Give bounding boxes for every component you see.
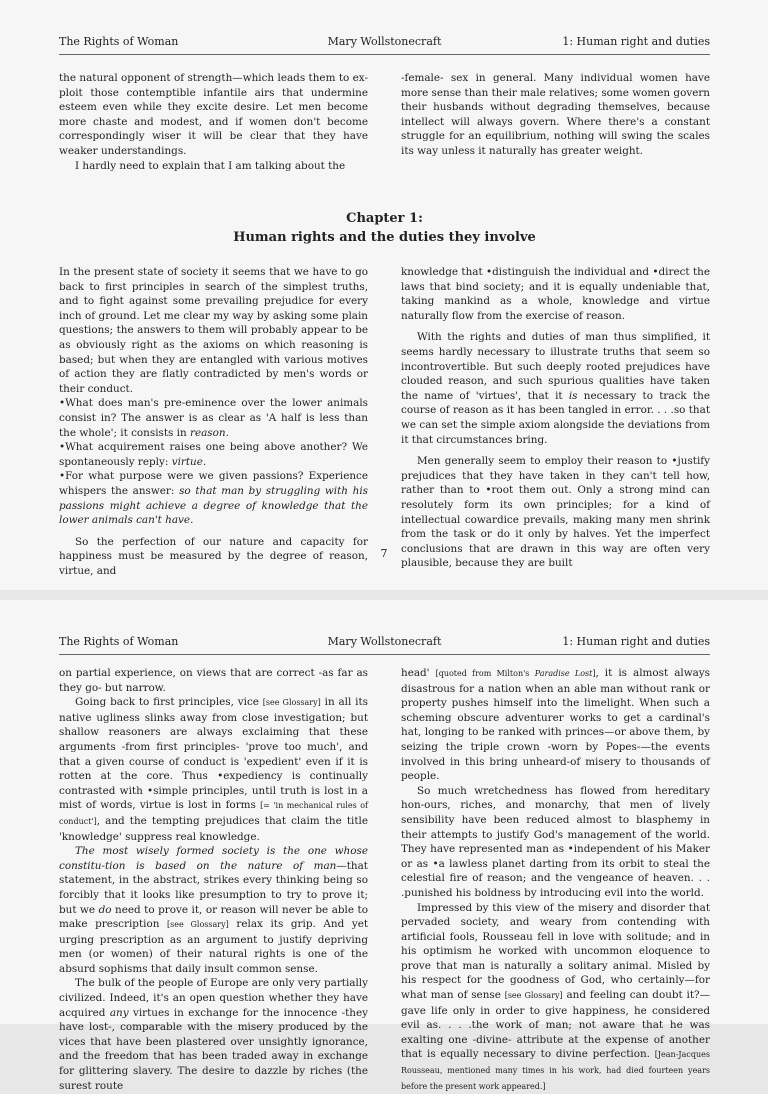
header-rule bbox=[59, 54, 710, 55]
top-right-column bbox=[401, 71, 710, 159]
right-column bbox=[401, 265, 710, 535]
editor-note: [Jean-Jacques Rousseau, mentioned many times in his work, had died fourteen years before the present work appeared.] bbox=[401, 1050, 710, 1090]
editor-note: [= 'in mechanical rules of conduct'] bbox=[59, 801, 368, 826]
paragraph: I hardly need to explain that I am talking about the bbox=[59, 159, 368, 174]
running-header bbox=[59, 34, 710, 50]
glossary-reference: [see Glossary] bbox=[505, 991, 563, 1000]
paragraph: So the perfection of our nature and capacity for happiness must be measured by the degree of reason, virtue, and bbox=[59, 535, 368, 579]
paragraph: head' [quoted from Milton's Paradise Lost], it is almost always disastrous for a nation when an able man without rank or property pushes himself into the limelight. When such a scheming obscure adventurer works to get a cardinal's hat, longing to be ranked with princes—or above them, by seizing the triple crown -worn by Popes-—the events involved in this bring unheard-of misery to thousands of people. bbox=[401, 666, 710, 784]
top-left-column bbox=[59, 71, 368, 159]
paragraph: With the rights and duties of man thus simplified, it seems hardly necessary to illustrate truths that seem so incontrovertible. But such deeply rooted prejudices have clouded reason, and such spurious qualities have taken the name of 'virtues', that it is necessary to track the course of reason as it has been tangled in error. . . .so that we can set the simple axiom alongside the deviations from it that circumstances bring. bbox=[401, 330, 710, 447]
paragraph: the natural opponent of strength—which leads them to ex-ploit those contemptible infantile airs that undermine esteem even while they excite desire. Let men become more chaste and modest, and if women don't become correspondingly wiser it will be clear that they have weaker understandings. bbox=[59, 71, 368, 159]
paragraph: The most wisely formed society is the one whose constitu-tion is based on the nature of man—that statement, in the abstract, strikes every thinking being so forcibly that it looks like presumption to try to prove it; but we do need to prove it, or reason will never be able to make prescription [see Glossary] relax its grip. And yet urging prescription as an argument to justify depriving men (or women) of their natural rights is one of the absurd sophisms that daily insult common sense. bbox=[59, 844, 368, 976]
running-header bbox=[59, 634, 710, 650]
header-rule bbox=[59, 654, 710, 655]
glossary-reference: [see Glossary] bbox=[263, 698, 321, 707]
paragraph: Going back to first principles, vice [see Glossary] in all its native ugliness slinks away from close investigation; but shallow reasoners are always exclaiming that these arguments -from first principles- 'prove too much', and that a given course of conduct is 'expedient' even if it is rotten at the core. Thus •expediency is continually contrasted with •simple principles, until truth is lost in a mist of words, virtue is lost in forms [= 'in mechanical rules of conduct'], and the tempting prejudices that claim the title 'knowledge' suppress real knowledge. bbox=[59, 695, 368, 844]
header-chapter: 1: Human right and duties bbox=[562, 634, 710, 650]
chapter-number: Chapter 1: bbox=[59, 209, 710, 228]
editor-note: [quoted from Milton's Paradise Lost] bbox=[436, 669, 596, 678]
page-number: 7 bbox=[0, 546, 768, 562]
header-author: Mary Wollstonecraft bbox=[59, 634, 710, 650]
left-column bbox=[59, 265, 368, 535]
right-column bbox=[401, 666, 710, 1024]
header-author: Mary Wollstonecraft bbox=[59, 34, 710, 50]
paragraph: The bulk of the people of Europe are only very partially civilized. Indeed, it's an open question whether they have acquired any virtues in exchange for the innocence -they have lost-, comparable with the misery produced by the vices that have been plastered over unsightly ignorance, and the freedom that has been traded away in exchange for glittering slavery. The desire to dazzle by riches (the surest route bbox=[59, 976, 368, 1093]
left-column bbox=[59, 666, 368, 1024]
glossary-reference: [see Glossary] bbox=[167, 920, 229, 929]
header-chapter: 1: Human right and duties bbox=[562, 34, 710, 50]
paragraph: -female- sex in general. Many individual women have more sense than their male relatives; some women govern their husbands without degrading themselves, because intellect will always govern. Where there's a constant struggle for an equilibrium, nothing will swing the scales its way unless it naturally has greater weight. bbox=[401, 71, 710, 159]
question-paragraph: •What does man's pre-eminence over the lower animals consist in? The answer is as clear as 'A half is less than the whole'; it consists in reason. bbox=[59, 396, 368, 440]
page-8 bbox=[0, 600, 768, 1024]
paragraph: knowledge that •distinguish the individual and •direct the laws that bind society; and it is equally undeniable that, taking mankind as a whole, knowledge and virtue naturally flow from the exercise of reason. bbox=[401, 265, 710, 323]
header-book-title: The Rights of Woman bbox=[59, 34, 178, 50]
header-book-title: The Rights of Woman bbox=[59, 634, 178, 650]
question-paragraph: •What acquirement raises one being above another? We spontaneously reply: virtue. bbox=[59, 440, 368, 469]
paragraph: on partial experience, on views that are correct -as far as they go- but narrow. bbox=[59, 666, 368, 695]
question-paragraph: •For what purpose were we given passions? Experience whispers the answer: so that man by struggling with his passions might achieve a degree of knowledge that the lower animals can't have. bbox=[59, 469, 368, 527]
paragraph: Impressed by this view of the misery and disorder that pervaded society, and weary from contending with artificial fools, Rousseau fell in love with solitude; and in his optimism he worked with uncommon eloquence to prove that man is naturally a solitary animal. Misled by his respect for the goodness of God, who certainly—for what man of sense [see Glossary] and feeling can doubt it?—gave life only in order to give happiness, he considered evil as. . . .the work of man; not aware that he was exalting one -divine- attribute at the expense of another that is equally necessary to divine perfection. [Jean-Jacques Rousseau, mentioned many times in his work, had died fourteen years before the present work appeared.] bbox=[401, 901, 710, 1094]
chapter-title: Human rights and the duties they involve bbox=[59, 228, 710, 247]
paragraph: So much wretchedness has flowed from hereditary hon-ours, riches, and monarchy, that men of lively sensibility have been reduced almost to blasphemy in their attempts to justify God's management of the world. They have represented man as •independent of his Maker or as •a lawless planet darting from its orbit to steal the celestial fire of reason; and the vengeance of heaven. . . .punished his boldness by introducing evil into the world. bbox=[401, 784, 710, 901]
paragraph: In the present state of society it seems that we have to go back to first principles in search of the simplest truths, and to fight against some prevailing prejudice for every inch of ground. Let me clear my way by asking some plain questions; the answers to them will probably appear to be as obviously right as the axioms on which reasoning is based; but when they are entangled with various motives of action they are flatly contradicted by men's words or their conduct. bbox=[59, 265, 368, 396]
paragraph: Men generally seem to employ their reason to •justify prejudices that they have taken in they can't tell how, rather than to •root them out. Only a strong mind can resolutely form its own principles; for a kind of intellectual cowardice prevails, making many men shrink from the task or do it only by halves. Yet the imperfect conclusions that are drawn in this way are often very plausible, because they are built bbox=[401, 454, 710, 571]
